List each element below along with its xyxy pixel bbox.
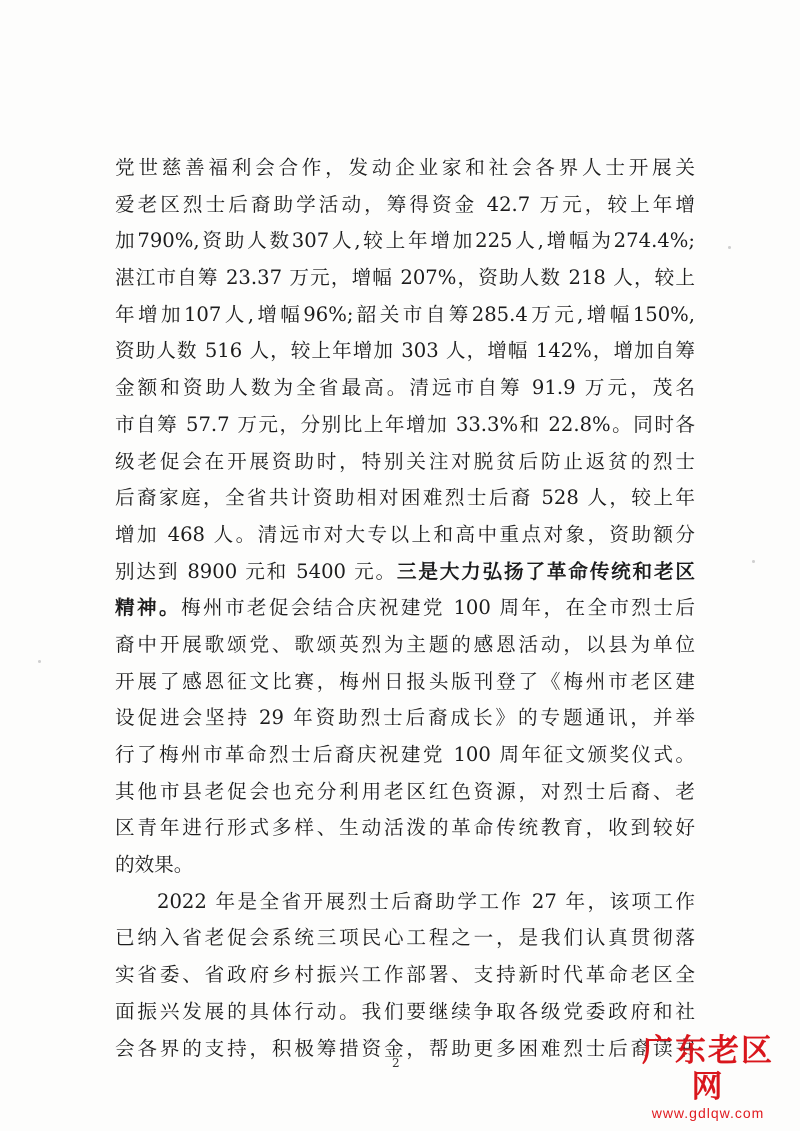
text-segment: 区青年进行形式多样、生动活泼的革命传统教育，收到较好 bbox=[115, 816, 695, 840]
text-line bbox=[115, 627, 695, 664]
text-segment: 其他市县老促会也充分利用老区红色资源，对烈士后裔、老 bbox=[115, 779, 695, 803]
text-line bbox=[115, 517, 695, 554]
text-segment: 别达到 8900 元和 5400 元。 bbox=[115, 559, 397, 583]
text-line bbox=[115, 480, 695, 517]
text-line bbox=[115, 957, 695, 994]
text-segment: 实省委、省政府乡村振兴工作部署、支持新时代革命老区全 bbox=[115, 963, 695, 987]
text-line bbox=[115, 187, 695, 224]
text-line bbox=[115, 737, 695, 774]
text-segment: 后裔家庭，全省共计资助相对困难烈士后裔 528 人，较上年 bbox=[115, 486, 695, 510]
text-line bbox=[115, 370, 695, 407]
text-segment: 面振兴发展的具体行动。我们要继续争取各级党委政府和社 bbox=[115, 999, 695, 1023]
text-segment: 2022 年是全省开展烈士后裔助学工作 27 年，该项工作 bbox=[157, 889, 695, 913]
watermark-url: www.gdlqw.com bbox=[651, 1105, 765, 1121]
text-segment: 爱老区烈士后裔助学活动，筹得资金 42.7 万元，较上年增 bbox=[115, 192, 695, 216]
text-segment: 开展了感恩征文比赛，梅州日报头版刊登了《梅州市老区建 bbox=[115, 669, 695, 693]
text-segment: 湛江市自筹 23.37 万元，增幅 207%，资助人数 218 人，较上 bbox=[115, 266, 695, 290]
text-line bbox=[115, 774, 695, 811]
scan-speck bbox=[752, 560, 755, 563]
bold-text-segment: 三是大力弘扬了革命传统和老区 bbox=[396, 559, 695, 583]
text-segment: 资助人数 516 人，较上年增加 303 人，增幅 142%，增加自筹 bbox=[115, 339, 695, 363]
text-segment: 已纳入省老促会系统三项民心工程之一，是我们认真贯彻落 bbox=[115, 926, 695, 950]
bold-text-segment: 精神。 bbox=[115, 596, 181, 620]
text-line bbox=[115, 150, 695, 187]
watermark-title: 广东老区网 bbox=[642, 1033, 774, 1105]
text-segment: 裔中开展歌颂党、歌颂英烈为主题的感恩活动，以县为单位 bbox=[115, 632, 695, 656]
text-segment: 加790%,资助人数307人,较上年增加225人,增幅为274.4%; bbox=[115, 229, 695, 253]
text-line bbox=[115, 884, 695, 921]
page-number: 2 bbox=[392, 1056, 400, 1070]
text-line bbox=[115, 260, 695, 297]
text-line bbox=[115, 920, 695, 957]
text-line bbox=[115, 590, 695, 627]
text-line bbox=[115, 994, 695, 1031]
text-line bbox=[115, 554, 695, 591]
text-segment: 设促进会坚持 29 年资助烈士后裔成长》的专题通讯，并举 bbox=[115, 706, 695, 730]
site-watermark bbox=[628, 1033, 788, 1121]
text-segment: 市自筹 57.7 万元，分别比上年增加 33.3%和 22.8%。同时各 bbox=[115, 412, 695, 436]
text-segment: 会各界的支持，积极筹措资金，帮助更多困难烈士后裔读书 bbox=[115, 1036, 695, 1060]
text-line bbox=[115, 444, 695, 481]
text-segment: 党世慈善福利会合作，发动企业家和社会各界人士开展关 bbox=[115, 156, 695, 179]
text-segment: 的效果。 bbox=[115, 853, 194, 877]
text-segment: 年增加107人,增幅96%;韶关市自筹285.4万元,增幅150%, bbox=[115, 302, 695, 326]
text-line bbox=[115, 223, 695, 260]
text-line bbox=[115, 664, 695, 701]
text-segment: 行了梅州市革命烈士后裔庆祝建党 100 周年征文颁奖仪式。 bbox=[115, 743, 695, 766]
text-segment: 金额和资助人数为全省最高。清远市自筹 91.9 万元，茂名 bbox=[115, 376, 695, 400]
text-line bbox=[115, 847, 695, 884]
text-line bbox=[115, 333, 695, 370]
scan-speck bbox=[38, 660, 41, 663]
text-line bbox=[115, 407, 695, 444]
text-line bbox=[115, 297, 695, 334]
text-segment: 梅州市老促会结合庆祝建党 100 周年，在全市烈士后 bbox=[180, 596, 695, 620]
text-line bbox=[115, 1031, 695, 1068]
text-line bbox=[115, 810, 695, 847]
scan-speck bbox=[728, 246, 731, 249]
text-segment: 增加 468 人。清远市对大专以上和高中重点对象，资助额分 bbox=[115, 522, 695, 546]
text-line bbox=[115, 700, 695, 737]
body-text bbox=[115, 150, 695, 1067]
text-segment: 级老促会在开展资助时，特别关注对脱贫后防止返贫的烈士 bbox=[115, 449, 695, 473]
